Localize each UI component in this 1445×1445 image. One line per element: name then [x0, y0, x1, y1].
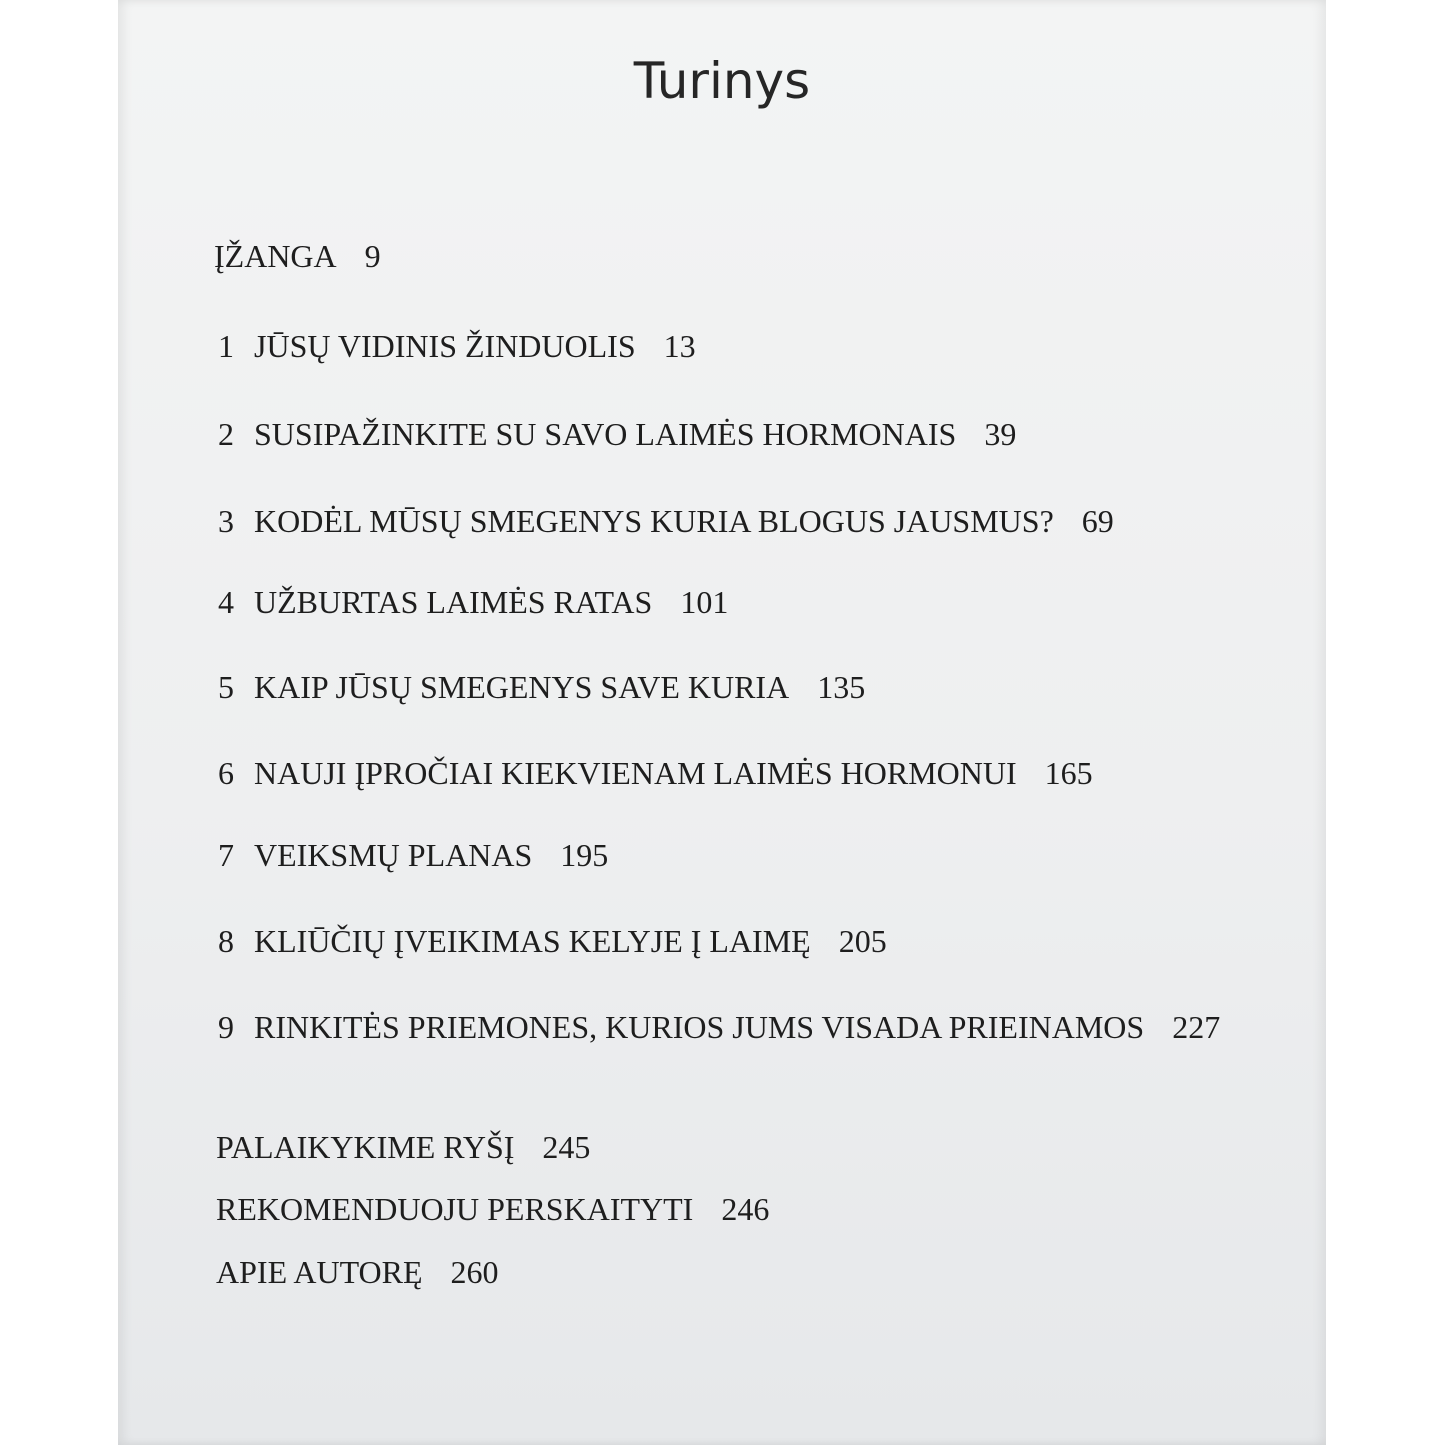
toc-entry-chapter-4: [218, 586, 728, 618]
toc-entry-stay-connected: [216, 1131, 590, 1163]
toc-label: KLIŪČIŲ ĮVEIKIMAS KELYJE Į LAIMĘ: [254, 923, 811, 959]
toc-page-number: 195: [560, 837, 609, 873]
toc-chapter-number: 8: [218, 923, 234, 959]
toc-label: RINKITĖS PRIEMONES, KURIOS JUMS VISADA PRIEINAMOS: [254, 1009, 1145, 1045]
toc-entry-chapter-3: [218, 505, 1114, 537]
toc-page-number: 9: [364, 238, 381, 274]
toc-entry-about-author: [216, 1256, 499, 1288]
toc-entry-chapter-8: [218, 925, 887, 957]
toc-entry-chapter-7: [218, 839, 608, 871]
toc-chapter-number: 3: [218, 503, 234, 539]
toc-page-number: 260: [450, 1254, 499, 1290]
toc-page-number: 39: [984, 416, 1017, 452]
table-of-contents: [118, 0, 1326, 1445]
toc-entry-intro: [214, 240, 381, 272]
toc-chapter-number: 7: [218, 837, 234, 873]
toc-label: NAUJI ĮPROČIAI KIEKVIENAM LAIMĖS HORMONUI: [254, 755, 1017, 791]
toc-page-number: 205: [838, 923, 887, 959]
toc-page-number: 69: [1081, 503, 1114, 539]
toc-page-number: 13: [663, 328, 696, 364]
toc-label: JŪSŲ VIDINIS ŽINDUOLIS: [254, 328, 636, 364]
book-page: [118, 0, 1326, 1445]
toc-page-number: 101: [680, 584, 729, 620]
toc-chapter-number: 9: [218, 1009, 234, 1045]
toc-label: REKOMENDUOJU PERSKAITYTI: [216, 1191, 694, 1227]
toc-chapter-number: 2: [218, 416, 234, 452]
toc-page-number: 245: [542, 1129, 591, 1165]
toc-label: KODĖL MŪSŲ SMEGENYS KURIA BLOGUS JAUSMUS?: [254, 503, 1054, 539]
toc-entry-chapter-2: [218, 418, 1016, 450]
toc-label: APIE AUTORĘ: [216, 1254, 423, 1290]
toc-label: KAIP JŪSŲ SMEGENYS SAVE KURIA: [254, 669, 790, 705]
page-title: Turinys: [633, 52, 811, 110]
toc-chapter-number: 6: [218, 755, 234, 791]
toc-entry-chapter-9: [218, 1011, 1220, 1043]
toc-chapter-number: 1: [218, 328, 234, 364]
toc-page-number: 246: [721, 1191, 770, 1227]
toc-entry-chapter-6: [218, 757, 1093, 789]
toc-entry-chapter-5: [218, 671, 865, 703]
toc-chapter-number: 4: [218, 584, 234, 620]
toc-label: PALAIKYKIME RYŠĮ: [216, 1129, 515, 1165]
toc-entry-chapter-1: [218, 330, 696, 362]
toc-label: VEIKSMŲ PLANAS: [254, 837, 533, 873]
toc-label: SUSIPAŽINKITE SU SAVO LAIMĖS HORMONAIS: [254, 416, 957, 452]
toc-page-number: 135: [817, 669, 866, 705]
toc-chapter-number: 5: [218, 669, 234, 705]
toc-page-number: 165: [1044, 755, 1093, 791]
toc-label: ĮŽANGA: [214, 238, 337, 274]
toc-page-number: 227: [1172, 1009, 1221, 1045]
toc-label: UŽBURTAS LAIMĖS RATAS: [254, 584, 653, 620]
toc-entry-recommended-reading: [216, 1193, 769, 1225]
